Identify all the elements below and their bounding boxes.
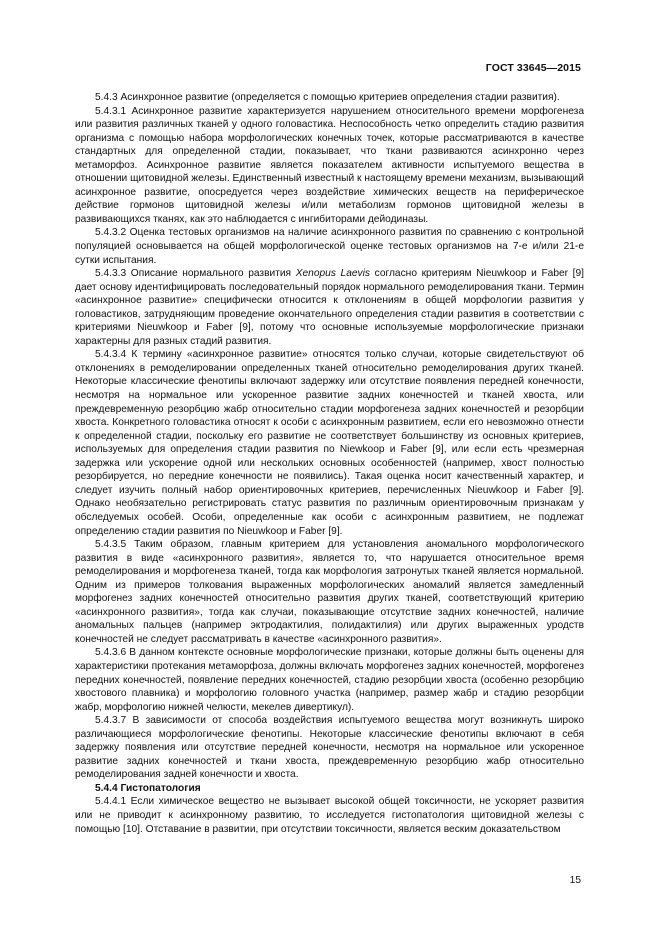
paragraph-5-4-3-6: 5.4.3.6 В данном контексте основные морфологические признаки, которые должны быть оценены для характеристики протекания метаморфоза, должны включать морфогенез задних конечностей, морфогенез передних конечностей, появление передних конечностей, стадию резорбции хвоста (особенно резорбцию хвостового плавника) и морфологию головного участка (например, размер жабр и стадию резорбции жабр, морфологию нижней челюсти, мекелев дивертикул). <box>75 647 584 713</box>
paragraph-5-4-3-1: 5.4.3.1 Асинхронное развитие характеризуется нарушением относительного времени морфогенеза или развития различных тканей у одного головастика. Неспособность четко определить стадию развития организма с помощью набора морфологических конечных точек, которые рассматриваются в качестве стандартных для определенной стадии, показывает, что ткани развиваются асинхронно через метаморфоз. Асинхронное развитие является показателем активности испытуемого вещества в отношении щитовидной железы. Единственный известный к настоящему времени механизм, вызывающий асинхронное развитие, опосредуется через воздействие химических веществ на периферическое действие гормонов щитовидной железы и/или метаболизм гормонов щитовидной железы в развивающихся тканях, как это наблюдается с ингибиторами дейодиназы. <box>75 105 584 225</box>
paragraph-5-4-3-5: 5.4.3.5 Таким образом, главным критерием для установления аномального морфологического развития в виде «асинхронного развития», является то, что нарушается относительное время ремоделирования и морфогенеза тканей, тогда как морфология затронутых тканей является нормальной. Одним из примеров толкования выраженных морфологических аномалий является замедленный морфогенез задних конечностей относительно развития других тканей, соответствующий критерию «асинхронного развития», тогда как случаи, показывающие отсутствие задних конечностей, наличие аномальных пальцев (например эктродактилия, полидактилия) или других выраженных уродств конечностей не следует рассматривать в качестве «асинхронного развития». <box>75 539 584 645</box>
paragraph-5-4-3-7: 5.4.3.7 В зависимости от способа воздействия испытуемого вещества могут возникнуть широко различающиеся морфологические фенотипы. Некоторые классические фенотипы включают в себя задержку появления или отсутствие передней конечности, несмотря на нормальное или ускоренное развитие задних конечностей и ткани хвоста, преждевременную резорбцию жабр относительно ремоделирования задней конечности и хвоста. <box>75 715 584 781</box>
paragraph-5-4-3-4: 5.4.3.4 К термину «асинхронное развитие» относятся только случаи, которые свидетельствуют об отклонениях в ремоделировании определенных тканей относительно ремоделирования других тканей. Некоторые классические фенотипы включают задержку или отсутствие появления передней конечности, несмотря на нормальное или ускоренное развитие задних конечностей и тканей хвоста, или преждевременную резорбцию жабр относительно стадии морфогенеза задних конечностей и резорбции хвоста. Конкретного головастика относят к особи с асинхронным развитием, если его невозможно отнести к определенной стадии, поскольку его развитие не соответствует большинству из основных критериев, используемых для определения стадии развития по Niewkoop и Faber [9], или если есть чрезмерная задержка или ускорение одной или нескольких основных особенностей (например, хвост полностью резорбируется, но передние конечности не появились). Такая оценка носит качественный характер, и следует изучить полный набор ориентировочных критериев, перечисленных Nieuwkoop и Faber [9]. Однако необязательно регистрировать статус развития по различным ориентировочным признакам у обследуемых особей. Особи, определенные как особи с асинхронным развитием, не подлежат определению стадии развития по Nieuwkoop и Faber [9]. <box>75 349 584 537</box>
section-heading-5-4-4: 5.4.4 Гистопатология <box>95 782 201 794</box>
document-body <box>75 91 584 836</box>
page-number: 15 <box>569 875 581 886</box>
paragraph-5-4-3-2: 5.4.3.2 Оценка тестовых организмов на наличие асинхронного развития по сравнению с контрольной популяцией основывается на общей морфологической оценке тестовых организмов на 7-е и/или 21-е сутки испытания. <box>75 227 584 266</box>
document-code: ГОСТ 33645—2015 <box>485 62 581 74</box>
paragraph-5-4-3-3-rest: согласно критериям Nieuwkoop и Faber [9] дает основу идентифицировать последовательный порядок нормального ремоделирования ткани. Термин «асинхронное развитие» специфически относится к отклонениям в общей морфологии развития у головастиков, затрудняющим проведение окончательного определения стадии развития в соответствии с критериями Nieuwkoop и Faber [9], потому что основные используемые морфологические признаки характерны для разных стадий развития. <box>75 268 585 347</box>
paragraph-5-4-3-3-start: 5.4.3.3 Описание нормального развития <box>95 268 296 280</box>
paragraph-5-4-3-3 <box>75 267 584 348</box>
species-name: Xenopus Laevis <box>295 268 370 280</box>
paragraph-5-4-4-1: 5.4.4.1 Если химическое вещество не вызывает высокой общей токсичности, не ускоряет развития или не приводит к асинхронному развитию, то исследуется гистопатология щитовидной железы с помощью [10]. Отставание в развитии, при отсутствии токсичности, является веским доказательством <box>75 796 584 835</box>
paragraph-5-4-3: 5.4.3 Асинхронное развитие (определяется с помощью критериев определения стадии развития). <box>95 92 560 103</box>
